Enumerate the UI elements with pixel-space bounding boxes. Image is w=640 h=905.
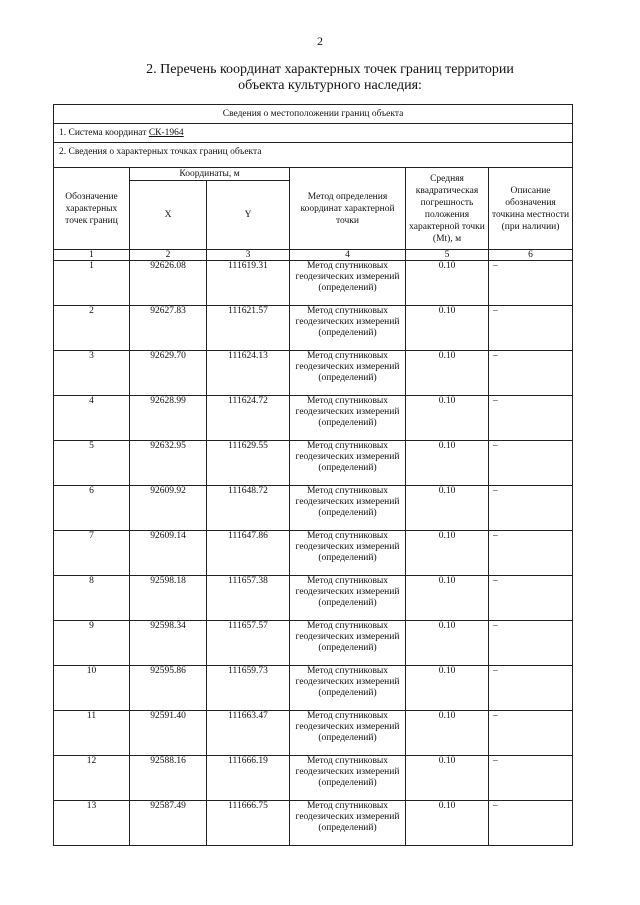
table-row (54, 756, 573, 801)
table-row (54, 441, 573, 486)
column-number-5: 5 (406, 250, 489, 261)
cell-x: 92629.70 (130, 351, 207, 396)
cell-description: – (489, 486, 573, 531)
cell-description: – (489, 711, 573, 756)
cell-x: 92588.16 (130, 756, 207, 801)
cell-method: Метод спутниковых геодезических измерений (определений) (290, 756, 406, 801)
coordinate-system-label: 1. Система координат (59, 128, 149, 138)
cell-error: 0.10 (406, 801, 489, 846)
cell-description: – (489, 396, 573, 441)
cell-x: 92609.14 (130, 531, 207, 576)
cell-error: 0.10 (406, 261, 489, 306)
header-x: X (130, 181, 207, 250)
cell-x: 92587.49 (130, 801, 207, 846)
cell-description: – (489, 531, 573, 576)
cell-error: 0.10 (406, 531, 489, 576)
cell-point: 4 (54, 396, 130, 441)
cell-point: 3 (54, 351, 130, 396)
cell-method: Метод спутниковых геодезических измерений (определений) (290, 666, 406, 711)
cell-method: Метод спутниковых геодезических измерений (определений) (290, 306, 406, 351)
cell-error: 0.10 (406, 306, 489, 351)
cell-description: – (489, 261, 573, 306)
cell-method: Метод спутниковых геодезических измерений (определений) (290, 396, 406, 441)
column-number-3: 3 (207, 250, 290, 261)
header-point-designation: Обозначение характерных точек границ (54, 168, 130, 250)
table-row (54, 576, 573, 621)
table-row (54, 486, 573, 531)
table-row (54, 711, 573, 756)
heading-line-1: 2. Перечень координат характерных точек границ территории (146, 62, 514, 77)
cell-description: – (489, 576, 573, 621)
table-row (54, 801, 573, 846)
cell-y: 111666.75 (207, 801, 290, 846)
cell-y: 111657.38 (207, 576, 290, 621)
cell-y: 111619.31 (207, 261, 290, 306)
cell-y: 111624.13 (207, 351, 290, 396)
coordinate-system-name: СК-1964 (148, 128, 184, 138)
cell-point: 2 (54, 306, 130, 351)
cell-point: 12 (54, 756, 130, 801)
cell-description: – (489, 621, 573, 666)
cell-y: 111659.73 (207, 666, 290, 711)
points-section-label: 2. Сведения о характерных точках границ объекта (54, 143, 573, 168)
page-heading (60, 62, 600, 94)
cell-error: 0.10 (406, 666, 489, 711)
cell-description: – (489, 756, 573, 801)
cell-x: 92626.08 (130, 261, 207, 306)
cell-y: 111648.72 (207, 486, 290, 531)
header-description: Описание обозначения точкина местности (при наличии) (489, 168, 573, 250)
cell-method: Метод спутниковых геодезических измерений (определений) (290, 801, 406, 846)
cell-x: 92598.34 (130, 621, 207, 666)
cell-method: Метод спутниковых геодезических измерений (определений) (290, 351, 406, 396)
table-title: Сведения о местоположении границ объекта (54, 105, 573, 124)
cell-x: 92609.92 (130, 486, 207, 531)
cell-description: – (489, 666, 573, 711)
cell-error: 0.10 (406, 486, 489, 531)
cell-description: – (489, 306, 573, 351)
cell-method: Метод спутниковых геодезических измерений (определений) (290, 621, 406, 666)
cell-x: 92598.18 (130, 576, 207, 621)
cell-error: 0.10 (406, 576, 489, 621)
cell-point: 1 (54, 261, 130, 306)
column-numbers-row (54, 250, 573, 261)
column-number-4: 4 (290, 250, 406, 261)
cell-y: 111666.19 (207, 756, 290, 801)
cell-y: 111663.47 (207, 711, 290, 756)
header-error: Средняя квадратическая погрешность положения характерной точки (Mt), м (406, 168, 489, 250)
cell-error: 0.10 (406, 441, 489, 486)
cell-point: 11 (54, 711, 130, 756)
cell-y: 111629.55 (207, 441, 290, 486)
cell-y: 111647.86 (207, 531, 290, 576)
cell-point: 13 (54, 801, 130, 846)
column-number-2: 2 (130, 250, 207, 261)
heading-line-2: объекта культурного наследия: (238, 78, 422, 93)
header-y: Y (207, 181, 290, 250)
cell-method: Метод спутниковых геодезических измерений (определений) (290, 531, 406, 576)
page-number: 2 (317, 34, 323, 48)
cell-error: 0.10 (406, 396, 489, 441)
cell-point: 6 (54, 486, 130, 531)
table-row (54, 396, 573, 441)
cell-error: 0.10 (406, 711, 489, 756)
cell-x: 92628.99 (130, 396, 207, 441)
cell-x: 92627.83 (130, 306, 207, 351)
cell-x: 92595.86 (130, 666, 207, 711)
cell-point: 10 (54, 666, 130, 711)
cell-point: 9 (54, 621, 130, 666)
table-row (54, 621, 573, 666)
cell-error: 0.10 (406, 621, 489, 666)
table-row (54, 261, 573, 306)
coordinates-table (53, 104, 573, 846)
cell-method: Метод спутниковых геодезических измерений (определений) (290, 261, 406, 306)
header-coordinates: Координаты, м (130, 168, 290, 181)
cell-x: 92591.40 (130, 711, 207, 756)
header-method: Метод определения координат характерной точки (290, 168, 406, 250)
cell-method: Метод спутниковых геодезических измерений (определений) (290, 486, 406, 531)
table-row (54, 666, 573, 711)
cell-method: Метод спутниковых геодезических измерений (определений) (290, 576, 406, 621)
cell-y: 111657.57 (207, 621, 290, 666)
table-row (54, 351, 573, 396)
cell-description: – (489, 801, 573, 846)
cell-method: Метод спутниковых геодезических измерений (определений) (290, 711, 406, 756)
column-number-1: 1 (54, 250, 130, 261)
cell-point: 5 (54, 441, 130, 486)
cell-x: 92632.95 (130, 441, 207, 486)
cell-method: Метод спутниковых геодезических измерений (определений) (290, 441, 406, 486)
table-row (54, 531, 573, 576)
cell-description: – (489, 351, 573, 396)
cell-description: – (489, 441, 573, 486)
cell-point: 7 (54, 531, 130, 576)
cell-y: 111624.72 (207, 396, 290, 441)
cell-error: 0.10 (406, 756, 489, 801)
cell-y: 111621.57 (207, 306, 290, 351)
coordinate-system-row (54, 124, 573, 143)
column-number-6: 6 (489, 250, 573, 261)
table-row (54, 306, 573, 351)
cell-error: 0.10 (406, 351, 489, 396)
cell-point: 8 (54, 576, 130, 621)
